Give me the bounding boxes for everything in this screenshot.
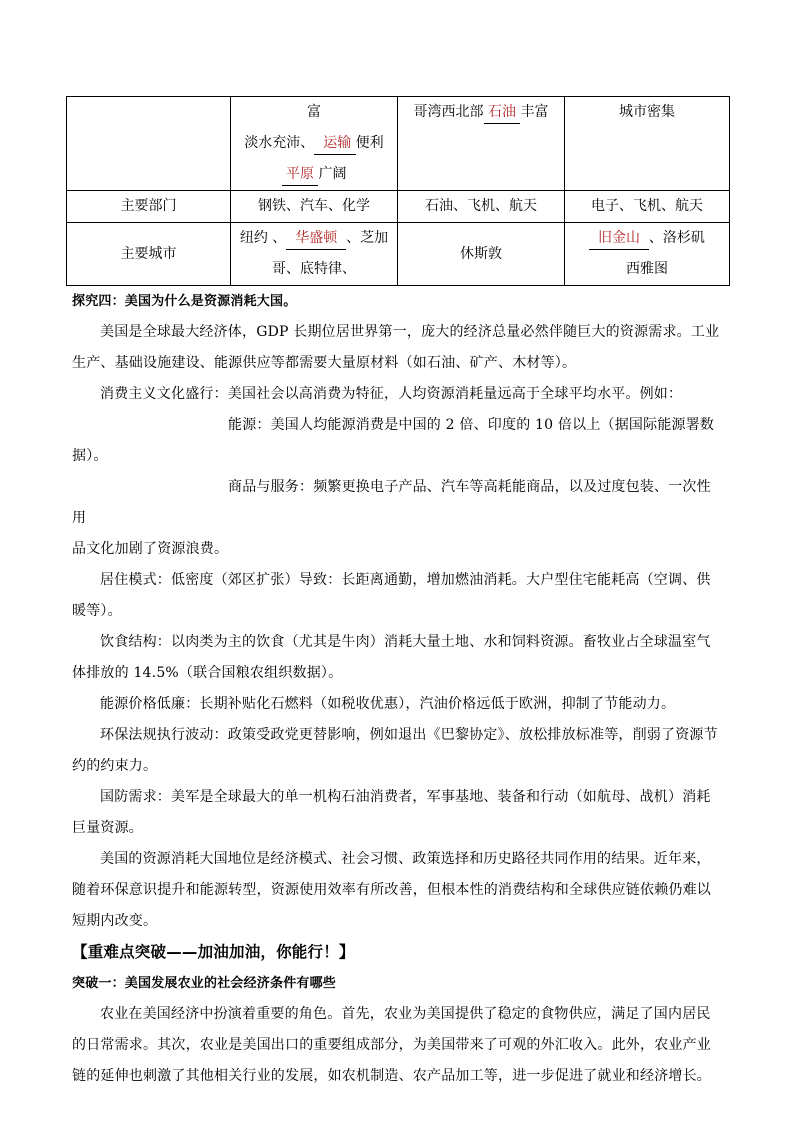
section-title: 探究四：美国为什么是资源消耗大国。 [72,294,297,309]
paragraph: 消费主义文化盛行：美国社会以高消费为特征，人均资源消耗量远高于全球平均水平。例如： [100,386,683,402]
paragraph: 饮食结构：以肉类为主的饮食（尤其是牛肉）消耗大量土地、水和饲料资源。畜牧业占全球温室气体排放的 14.5%（联合国粮农组织数据）。 [72,634,711,681]
answer-blank: 运输 [314,132,355,155]
answer-blank: 旧金山 [589,227,649,250]
cell-text: 广阔 [318,166,347,182]
cell-line: 哥、底特律、 [272,261,356,277]
cell-text: 哥湾西北部 [413,104,484,120]
industry-table [66,96,730,286]
cell-text: 、洛杉矶 [648,230,705,246]
cell-line [231,128,397,159]
table-cell-cities: 城市密集 [565,97,730,191]
cell-text: 丰富 [520,104,549,120]
cell-line [231,223,397,254]
table-cell: 休斯敦 [398,223,565,286]
paragraph: 环保法规执行波动：政策受政党更替影响，例如退出《巴黎协定》、放松排放标准等，削弱了资源节约的约束力。 [72,727,718,774]
table-cell-conditions [231,97,398,191]
paragraph: 美国是全球最大经济体，GDP 长期位居世界第一，庞大的经济总量必然伴随巨大的资源需求。工业生产、基础设施建设、能源供应等都需要大量原材料（如石油、矿产、木材等）。 [72,324,720,371]
cell-line [565,223,729,254]
answer-blank: 平原 [282,163,319,186]
cell-text: 纽约 、 [239,230,287,246]
cell-text: 、芝加 [346,230,389,246]
table-row [67,223,730,286]
paragraph: 居住模式：低密度（郊区扩张）导致：长距离通勤，增加燃油消耗。大户型住宅能耗高（空调、供暖等）。 [72,572,711,619]
paragraph: 能源价格低廉：长期补贴化石燃料（如税收优惠），汽油价格远低于欧洲，抑制了节能动力。 [100,696,676,712]
table-cell: 钢铁、汽车、化学 [231,191,398,223]
table-cell [565,223,730,286]
cell-line: 富 [307,104,321,120]
paragraph: 美国的资源消耗大国地位是经济模式、社会习惯、政策选择和历史路径共同作用的结果。近年来，随着环保意识提升和能源转型，资源使用效率有所改善，但根本性的消费结构和全球供应链依赖仍难以短期内改变。 [72,851,711,929]
paragraph: 能源：美国人均能源消费是中国的 2 倍、印度的 10 倍以上（据国际能源署数据）。 [72,417,715,464]
section-heading: 【重难点突破——加油加油，你能行！】 [72,943,355,961]
row-label: 主要城市 [67,223,231,286]
table-cell: 电子、飞机、航天 [565,191,730,223]
table-row [67,97,730,191]
cell-line [231,159,397,190]
paragraph: 国防需求：美军是全球最大的单一机构石油消费者，军事基地、装备和行动（如航母、战机）消耗巨量资源。 [72,789,711,836]
paragraph: 品文化加剧了资源浪费。 [72,541,229,557]
paragraph: 农业在美国经济中扮演着重要的角色。首先，农业为美国提供了稳定的食物供应，满足了国内居民的日常需求。其次，农业是美国出口的重要组成部分，为美国带来了可观的外汇收入。此外，农业产业链的延伸也刺激了其他相关行业的发展，如农机制造、农产品加工等，进一步促进了就业和经济增长。 [72,1006,711,1084]
cell-text: 淡水充沛、 [244,135,315,151]
subsection-title: 突破一：美国发展农业的社会经济条件有哪些 [72,976,337,991]
table-cell-resources [398,97,565,191]
table-cell-empty [67,97,231,191]
answer-blank: 石油 [484,101,521,124]
table-cell [231,223,398,286]
section-4 [72,286,722,1092]
table-row [67,191,730,223]
paragraph: 商品与服务：频繁更换电子产品、汽车等高耗能商品，以及过度包装、一次性用 [72,479,711,526]
table-cell: 石油、飞机、航天 [398,191,565,223]
cell-line: 西雅图 [626,261,668,277]
answer-blank: 华盛顿 [286,227,346,250]
cell-text: 便利 [355,135,384,151]
row-label: 主要部门 [67,191,231,223]
